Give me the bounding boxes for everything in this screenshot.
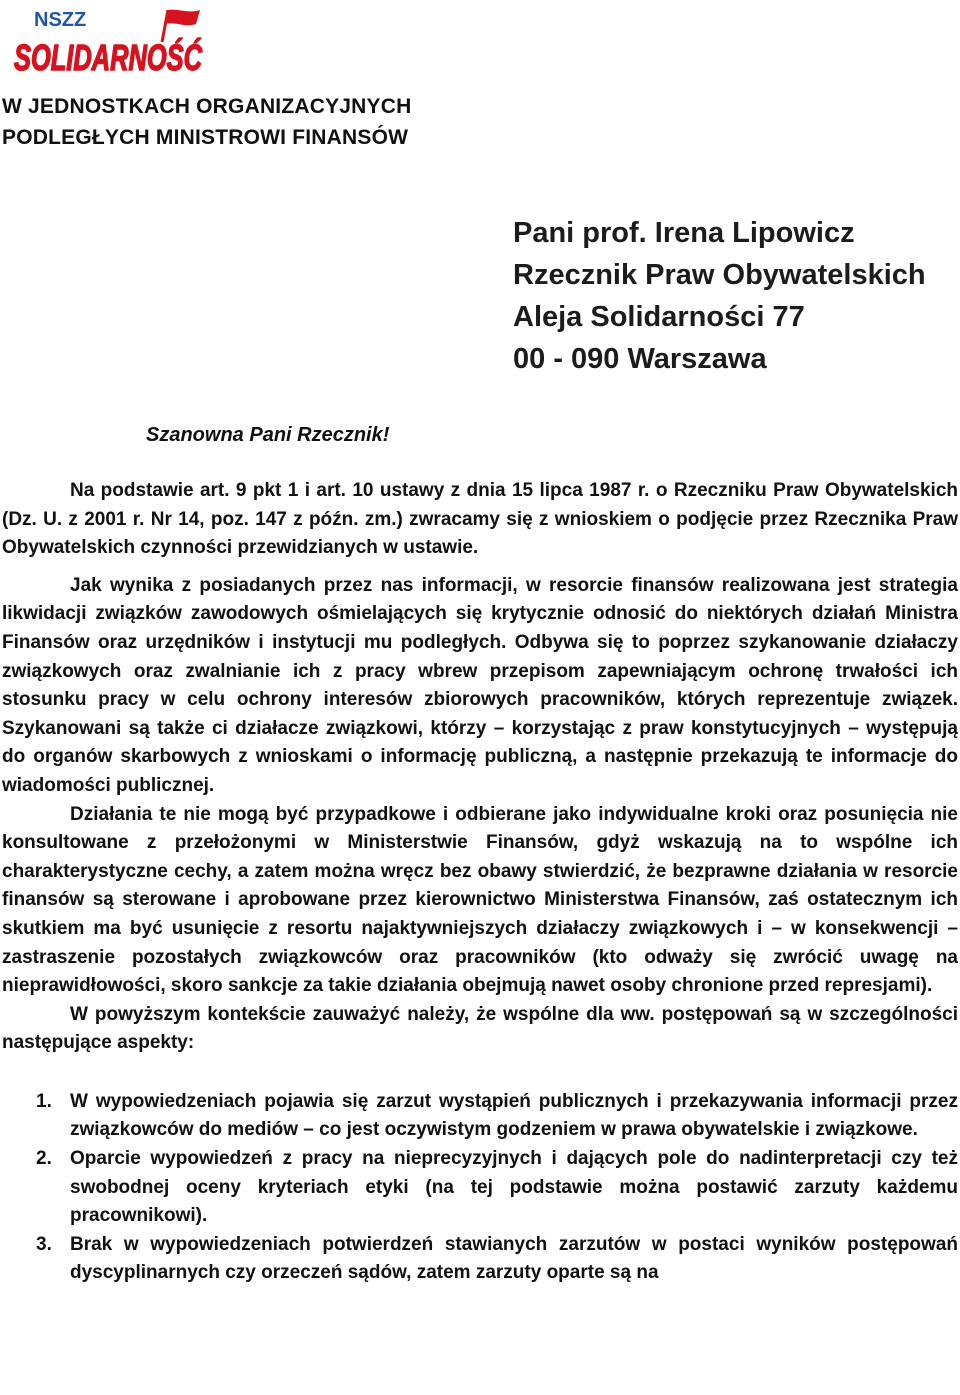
- list-item: [2, 1145, 958, 1231]
- paragraph-actions: Działania te nie mogą być przypadkowe i odbierane jako indywidualne kroki oraz posunięcia nie konsultowane z przełożonymi w Ministerstwie Finansów, gdyż wskazują na to wspólne ich charakterystyczne cechy, a zatem można wręcz bez obawy stwierdzić, że bezprawne działania w resorcie finansów są sterowane i aprobowane przez kierownictwo Ministerstwa Finansów, zaś ostatecznym ich skutkiem ma być usunięcie z resortu najaktywniejszych działaczy związkowych i – w konsekwencji – zastraszenie pozostałych związkowców oraz pracowników (kto odważy się zwrócić uwagę na nieprawidłowości, skoro sankcje za takie działania obejmują nawet osoby chronione przed represjami).: [2, 803, 958, 997]
- recipient-title: Rzecznik Praw Obywatelskich: [513, 259, 926, 291]
- logo-flag: [165, 10, 200, 26]
- salutation: Szanowna Pani Rzecznik!: [146, 424, 390, 446]
- paragraph-context: W powyższym kontekście zauważyć należy, że wspólne dla ww. postępowań są w szczególności następujące aspekty:: [2, 1003, 958, 1054]
- list-item-text: Oparcie wypowiedzeń z pracy na nieprecyzyjnych i dających pole do nadinterpretacji czy też swobodnej oceny kryteriach etyki (na tej podstawie można postawić zarzuty każdemu pracownikowi).: [70, 1148, 958, 1227]
- list-item-text: W wypowiedzeniach pojawia się zarzut wystąpień publicznych i przekazywania informacji przez związkowców do mediów – co jest oczywistym godzeniem w prawa obywatelskie i związkowe.: [70, 1090, 958, 1141]
- list-item-number: 3.: [36, 1233, 52, 1255]
- solidarnosc-logo-graphic: [12, 6, 208, 82]
- aspects-list: [2, 1088, 958, 1288]
- list-item: [2, 1088, 958, 1145]
- paragraph-legal-basis: Na podstawie art. 9 pkt 1 i art. 10 ustawy z dnia 15 lipca 1987 r. o Rzeczniku Praw Obywatelskich (Dz. U. z 2001 r. Nr 14, poz. 147 z późn. zm.) zwracamy się z wnioskiem o podjęcie przez Rzecznika Praw Obywatelskich czynności przewidzianych w ustawie.: [2, 480, 958, 559]
- list-item-text: Brak w wypowiedzeniach potwierdzeń stawianych zarzutów w postaci wyników postępowań dyscyplinarnych czy orzeczeń sądów, zatem zarzuty oparte są na: [70, 1233, 958, 1284]
- logo-solidarnosc-text: SOLIDARNOŚĆ: [14, 37, 203, 78]
- organization-heading-line-2: PODLEGŁYCH MINISTROWI FINANSÓW: [2, 126, 409, 149]
- recipient-name: Pani prof. Irena Lipowicz: [513, 217, 855, 249]
- recipient-address: [513, 212, 926, 380]
- recipient-street: Aleja Solidarności 77: [513, 301, 805, 333]
- recipient-city: 00 - 090 Warszawa: [513, 343, 767, 375]
- organization-heading-line-1: W JEDNOSTKACH ORGANIZACYJNYCH: [2, 95, 412, 118]
- list-item-number: 2.: [36, 1148, 52, 1170]
- list-item-number: 1.: [36, 1090, 52, 1112]
- logo-nszz-text: NSZZ: [34, 9, 87, 31]
- list-item: [2, 1231, 958, 1288]
- organization-heading: [2, 91, 412, 153]
- letter-body: [2, 477, 958, 1288]
- solidarnosc-logo: [12, 6, 208, 82]
- paragraph-strategy: Jak wynika z posiadanych przez nas informacji, w resorcie finansów realizowana jest strategia likwidacji związków zawodowych ośmielających się krytycznie odnosić do niektórych działań Ministra Finansów oraz urzędników i instytucji mu podległych. Odbywa się to poprzez szykanowanie działaczy związkowych oraz zwalnianie ich z pracy wbrew przepisom zapewniającym ochronę trwałości ich stosunku pracy w celu ochrony interesów zbiorowych pracowników, których reprezentuje związek. Szykanowani są także ci działacze związkowi, którzy – korzystając z praw konstytucyjnych – występują do organów skarbowych z wnioskami o informację publiczną, a następnie przekazują te informacje do wiadomości publicznej.: [2, 574, 958, 796]
